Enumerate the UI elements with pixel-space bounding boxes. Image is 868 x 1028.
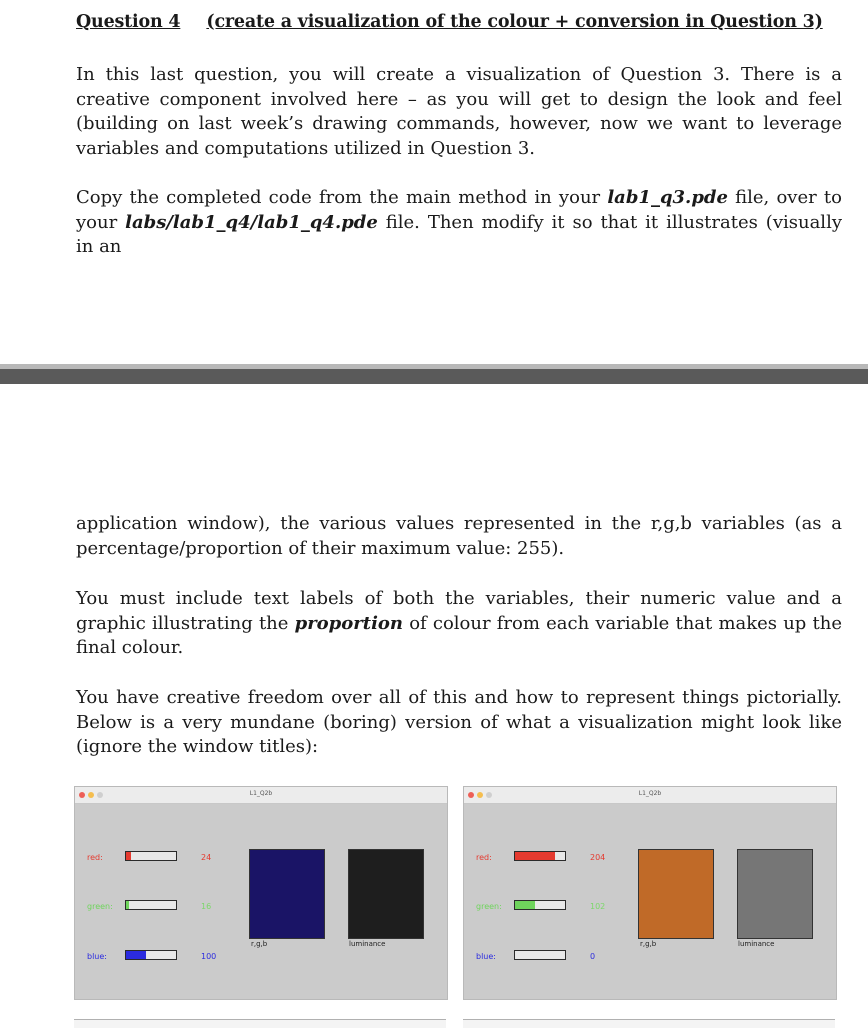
page-break-divider xyxy=(0,364,868,384)
green-bar xyxy=(514,900,566,910)
luminance-swatch xyxy=(348,849,424,939)
blue-label: blue: xyxy=(476,952,496,961)
red-bar-fill xyxy=(515,852,555,860)
rgb-swatch xyxy=(249,849,325,939)
copy-instructions-paragraph xyxy=(76,186,842,260)
blue-value: 0 xyxy=(590,952,596,961)
file-name-q3: lab1_q3.pde xyxy=(607,187,728,208)
luminance-caption: luminance xyxy=(349,940,386,948)
red-label: red: xyxy=(476,853,492,862)
green-label: green: xyxy=(87,902,113,911)
p2-before: Copy the completed code from the main method in your xyxy=(76,187,608,208)
blue-label: blue: xyxy=(87,952,107,961)
green-bar xyxy=(125,900,177,910)
rgb-swatch xyxy=(638,849,714,939)
creative-freedom-paragraph: You have creative freedom over all of this and how to represent things pictorially. Below is a very mundane (boring) version of what a visualization might look like (ignore the window titles): xyxy=(76,687,842,757)
window-title: L1_Q2b xyxy=(249,790,273,797)
application-window-paragraph: application window), the various values represented in the r,g,b variables (as a percentage/proportion of their maximum value: 255). xyxy=(76,513,842,559)
blue-bar xyxy=(125,950,177,960)
red-label: red: xyxy=(87,853,103,862)
green-bar-fill xyxy=(515,901,535,909)
red-value: 204 xyxy=(590,853,606,862)
window-titlebar xyxy=(75,787,447,804)
example-window-dark xyxy=(74,786,448,1000)
question-heading xyxy=(76,12,823,32)
rgb-caption: r,g,b xyxy=(640,940,657,948)
intro-paragraph: In this last question, you will create a visualization of Question 3. There is a creative component involved here – as you will get to design the look and feel (building on last week’s drawing commands, however, now we want to leverage variables and computations utilized in Question 3. xyxy=(76,64,842,159)
green-value: 102 xyxy=(590,902,606,911)
rgb-caption: r,g,b xyxy=(251,940,268,948)
red-value: 24 xyxy=(201,853,212,862)
window-titlebar xyxy=(464,787,836,804)
question-subtitle: (create a visualization of the colour + conversion in Question 3) xyxy=(206,12,823,32)
p2-middle: file, over to your xyxy=(76,187,842,233)
example-window-orange xyxy=(463,786,837,1000)
red-bar xyxy=(514,851,566,861)
question-number: Question 4 xyxy=(76,12,181,32)
proportion-emphasis: proportion xyxy=(294,612,404,634)
p4-before: You must include text labels of both the variables, their numeric value and a graphic illustrating the xyxy=(76,588,842,634)
blue-bar xyxy=(514,950,566,960)
green-label: green: xyxy=(476,902,502,911)
window-title: L1_Q2b xyxy=(638,790,662,797)
green-bar-fill xyxy=(126,901,129,909)
red-bar-fill xyxy=(126,852,131,860)
red-bar xyxy=(125,851,177,861)
luminance-swatch xyxy=(737,849,813,939)
green-value: 16 xyxy=(201,902,212,911)
blue-value: 100 xyxy=(201,952,217,961)
p4-after: of colour from each variable that makes up the final colour. xyxy=(76,612,842,658)
file-name-q4: labs/lab1_q4/lab1_q4.pde xyxy=(125,211,378,233)
p2-after: file. Then modify it so that it illustrates (visually in an xyxy=(76,211,842,257)
blue-bar-fill xyxy=(126,951,146,959)
luminance-caption: luminance xyxy=(738,940,775,948)
requirements-paragraph xyxy=(76,587,842,661)
